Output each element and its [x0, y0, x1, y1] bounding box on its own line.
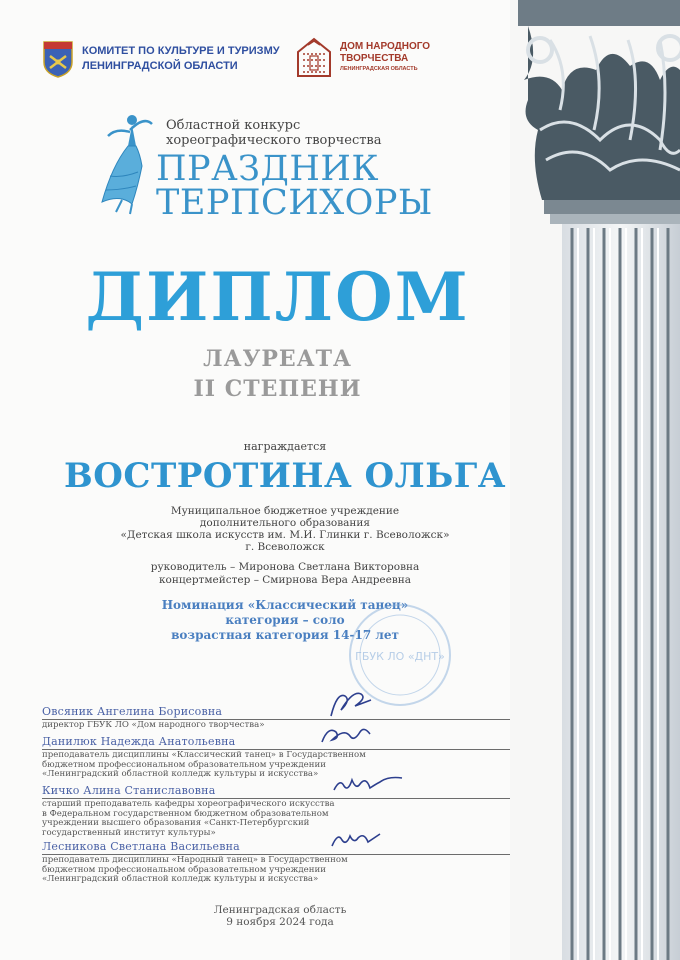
- committee-name: [82, 44, 280, 74]
- jury-member: [42, 784, 532, 838]
- signature-2-icon: [318, 722, 374, 750]
- jury-role-line: в Федеральном государственном бюджетном образовательном: [42, 808, 329, 819]
- jury-role-line: преподаватель дисциплины «Народный танец» в Государственном: [42, 855, 348, 865]
- institution-line2: дополнительного образования: [199, 517, 371, 529]
- jury-role-line: «Ленинградский областной колледж культуры и искусства»: [42, 874, 319, 885]
- place-line: Ленинградская область: [213, 904, 347, 916]
- jury-member-name: Овсяник Ангелина Борисовна: [42, 705, 532, 720]
- jury-member: [42, 705, 532, 731]
- committee-logo-block: [42, 40, 280, 78]
- coat-of-arms-icon: [42, 40, 74, 78]
- committee-name-line2: ЛЕНИНГРАДСКОЙ ОБЛАСТИ: [82, 60, 238, 72]
- jury-role-line: старший преподаватель кафедры хореографического искусства: [42, 799, 335, 809]
- signature-1-icon: [325, 688, 375, 720]
- jury-role-line: директор ГБУК ЛО «Дом народного творчества»: [42, 720, 265, 730]
- contest-title-line2: ТЕРПСИХОРЫ: [156, 183, 433, 223]
- contest-title-line1: ПРАЗДНИК: [156, 149, 379, 189]
- terpsichore-dancer-icon: [92, 106, 158, 216]
- recipient-name: ВОСТРОТИНА ОЛЬГА: [64, 456, 506, 496]
- corinthian-column-icon: [510, 0, 680, 960]
- jury-role-line: бюджетном профессиональном образовательном учреждении: [42, 759, 326, 770]
- stamp-text: ГБУК ЛО «ДНТ»: [355, 650, 445, 663]
- folk-art-house-name: [340, 41, 430, 73]
- jury-role-line: учреждении высшего образования «Санкт-Петербургский: [42, 818, 310, 829]
- jury-member: [42, 735, 532, 780]
- jury-member-name: Кичко Алина Станиславовна: [42, 784, 532, 799]
- jury-member-role: [42, 800, 532, 838]
- laureate-degree: [0, 344, 555, 404]
- institution-block: [0, 505, 570, 553]
- contest-subtitle-line1: Областной конкурс: [166, 118, 301, 133]
- committee-name-line1: КОМИТЕТ ПО КУЛЬТУРЕ И ТУРИЗМУ: [82, 45, 280, 57]
- contest-subtitle-line2: хореографического творчества: [166, 133, 382, 148]
- folk-house-icon: [294, 36, 334, 78]
- contest-subtitle: [166, 118, 382, 148]
- jury-member-name: Данилюк Надежда Анатольевна: [42, 735, 532, 750]
- nomination-block: [0, 598, 570, 643]
- degree-label: II СТЕПЕНИ: [193, 376, 362, 402]
- jury-member-role: [42, 751, 532, 780]
- accompanist-line: концертмейстер – Смирнова Вера Андреевна: [158, 574, 412, 586]
- signature-4-icon: [328, 826, 384, 852]
- leader-line: руководитель – Миронова Светлана Викторовна: [150, 561, 420, 573]
- jury-role-line: государственный институт культуры»: [42, 827, 216, 838]
- jury-role-line: преподаватель дисциплины «Классический танец» в Государственном: [42, 750, 366, 760]
- jury-role-line: бюджетном профессиональном образовательном учреждении: [42, 864, 326, 875]
- institution-city: г. Всеволожск: [245, 541, 325, 553]
- institution-line3: «Детская школа искусств им. М.И. Глинки г. Всеволожск»: [120, 529, 450, 541]
- jury-member: [42, 840, 532, 885]
- laureate-label: ЛАУРЕАТА: [203, 346, 352, 372]
- age-category-line: возрастная категория 14-17 лет: [171, 628, 399, 642]
- category-line: категория – соло: [225, 613, 345, 627]
- diploma-heading: ДИПЛОМ: [85, 258, 470, 336]
- folk-art-house-logo-block: [294, 36, 430, 78]
- date-line: 9 ноября 2024 года: [226, 916, 334, 928]
- folk-art-house-line1: ДОМ НАРОДНОГО: [340, 41, 431, 52]
- signature-3-icon: [330, 770, 406, 798]
- contest-title: [156, 149, 433, 223]
- nomination-line: Номинация «Классический танец»: [161, 598, 409, 612]
- awarded-label: награждается: [243, 440, 327, 453]
- jury-member-name: Лесникова Светлана Васильевна: [42, 840, 532, 855]
- jury-member-role: [42, 721, 532, 731]
- folk-art-house-line2: ТВОРЧЕСТВА: [340, 53, 409, 64]
- institution-line1: Муниципальное бюджетное учреждение: [170, 505, 400, 517]
- leaders-block: [0, 561, 570, 587]
- folk-art-house-region: ЛЕНИНГРАДСКАЯ ОБЛАСТЬ: [340, 66, 418, 72]
- place-and-date: [0, 904, 560, 928]
- jury-role-line: «Ленинградский областной колледж культуры и искусства»: [42, 769, 319, 780]
- jury-member-role: [42, 856, 532, 885]
